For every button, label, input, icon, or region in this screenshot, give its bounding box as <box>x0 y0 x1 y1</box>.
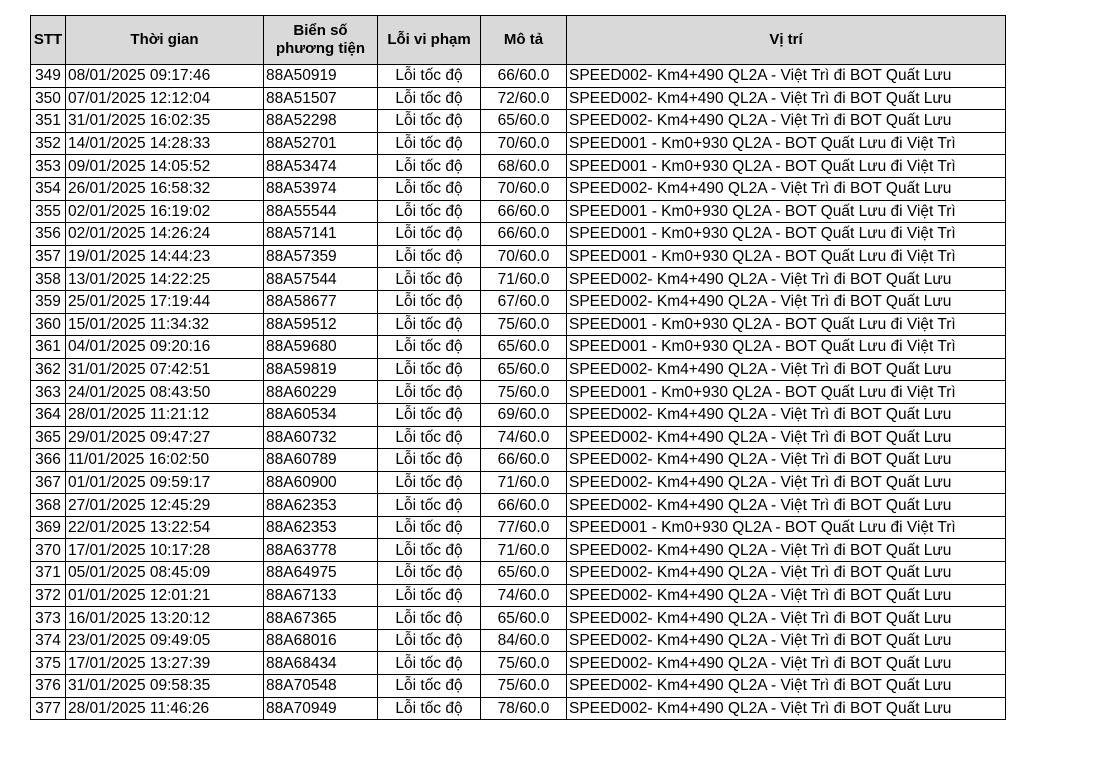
cell-time: 17/01/2025 10:17:28 <box>66 539 264 562</box>
cell-location: SPEED002- Km4+490 QL2A - Việt Trì đi BOT Quất Lưu <box>567 449 1006 472</box>
cell-desc: 70/60.0 <box>481 177 567 200</box>
cell-stt: 349 <box>31 65 66 88</box>
cell-desc: 75/60.0 <box>481 652 567 675</box>
cell-stt: 359 <box>31 290 66 313</box>
cell-plate: 88A60732 <box>264 426 378 449</box>
cell-location: SPEED001 - Km0+930 QL2A - BOT Quất Lưu đi Việt Trì <box>567 200 1006 223</box>
cell-time: 08/01/2025 09:17:46 <box>66 65 264 88</box>
table-row <box>31 562 1006 585</box>
cell-desc: 78/60.0 <box>481 697 567 720</box>
cell-violation: Lỗi tốc độ <box>378 381 481 404</box>
cell-violation: Lỗi tốc độ <box>378 562 481 585</box>
cell-violation: Lỗi tốc độ <box>378 268 481 291</box>
table-row <box>31 223 1006 246</box>
cell-location: SPEED001 - Km0+930 QL2A - BOT Quất Lưu đi Việt Trì <box>567 245 1006 268</box>
cell-location: SPEED002- Km4+490 QL2A - Việt Trì đi BOT Quất Lưu <box>567 87 1006 110</box>
cell-stt: 354 <box>31 177 66 200</box>
cell-stt: 361 <box>31 336 66 359</box>
cell-plate: 88A67365 <box>264 607 378 630</box>
cell-stt: 374 <box>31 629 66 652</box>
cell-location: SPEED001 - Km0+930 QL2A - BOT Quất Lưu đi Việt Trì <box>567 155 1006 178</box>
cell-plate: 88A59512 <box>264 313 378 336</box>
cell-desc: 67/60.0 <box>481 290 567 313</box>
cell-time: 02/01/2025 16:19:02 <box>66 200 264 223</box>
cell-violation: Lỗi tốc độ <box>378 336 481 359</box>
cell-desc: 65/60.0 <box>481 562 567 585</box>
cell-stt: 371 <box>31 562 66 585</box>
cell-stt: 360 <box>31 313 66 336</box>
table-row <box>31 177 1006 200</box>
cell-desc: 70/60.0 <box>481 132 567 155</box>
cell-violation: Lỗi tốc độ <box>378 584 481 607</box>
cell-time: 17/01/2025 13:27:39 <box>66 652 264 675</box>
cell-location: SPEED002- Km4+490 QL2A - Việt Trì đi BOT Quất Lưu <box>567 471 1006 494</box>
cell-location: SPEED002- Km4+490 QL2A - Việt Trì đi BOT Quất Lưu <box>567 177 1006 200</box>
cell-time: 29/01/2025 09:47:27 <box>66 426 264 449</box>
cell-time: 16/01/2025 13:20:12 <box>66 607 264 630</box>
cell-stt: 355 <box>31 200 66 223</box>
cell-location: SPEED002- Km4+490 QL2A - Việt Trì đi BOT Quất Lưu <box>567 403 1006 426</box>
cell-time: 07/01/2025 12:12:04 <box>66 87 264 110</box>
cell-violation: Lỗi tốc độ <box>378 426 481 449</box>
cell-desc: 66/60.0 <box>481 223 567 246</box>
table-row <box>31 697 1006 720</box>
cell-desc: 75/60.0 <box>481 313 567 336</box>
cell-desc: 74/60.0 <box>481 584 567 607</box>
header-time: Thời gian <box>66 16 264 65</box>
cell-location: SPEED002- Km4+490 QL2A - Việt Trì đi BOT Quất Lưu <box>567 426 1006 449</box>
cell-time: 26/01/2025 16:58:32 <box>66 177 264 200</box>
cell-time: 04/01/2025 09:20:16 <box>66 336 264 359</box>
cell-stt: 367 <box>31 471 66 494</box>
cell-location: SPEED001 - Km0+930 QL2A - BOT Quất Lưu đi Việt Trì <box>567 516 1006 539</box>
table-row <box>31 313 1006 336</box>
cell-desc: 65/60.0 <box>481 607 567 630</box>
cell-stt: 373 <box>31 607 66 630</box>
cell-time: 05/01/2025 08:45:09 <box>66 562 264 585</box>
cell-location: SPEED002- Km4+490 QL2A - Việt Trì đi BOT Quất Lưu <box>567 539 1006 562</box>
cell-violation: Lỗi tốc độ <box>378 313 481 336</box>
cell-stt: 352 <box>31 132 66 155</box>
cell-desc: 65/60.0 <box>481 336 567 359</box>
cell-violation: Lỗi tốc độ <box>378 87 481 110</box>
cell-violation: Lỗi tốc độ <box>378 155 481 178</box>
table-row <box>31 155 1006 178</box>
cell-plate: 88A57141 <box>264 223 378 246</box>
table-row <box>31 675 1006 698</box>
cell-plate: 88A67133 <box>264 584 378 607</box>
cell-desc: 68/60.0 <box>481 155 567 178</box>
cell-desc: 66/60.0 <box>481 65 567 88</box>
table-row <box>31 87 1006 110</box>
table-row <box>31 381 1006 404</box>
cell-location: SPEED001 - Km0+930 QL2A - BOT Quất Lưu đi Việt Trì <box>567 132 1006 155</box>
cell-plate: 88A50919 <box>264 65 378 88</box>
cell-desc: 71/60.0 <box>481 471 567 494</box>
cell-desc: 72/60.0 <box>481 87 567 110</box>
cell-violation: Lỗi tốc độ <box>378 629 481 652</box>
cell-violation: Lỗi tốc độ <box>378 177 481 200</box>
header-row <box>31 16 1006 65</box>
cell-stt: 353 <box>31 155 66 178</box>
cell-stt: 369 <box>31 516 66 539</box>
table-row <box>31 494 1006 517</box>
cell-plate: 88A60229 <box>264 381 378 404</box>
header-plate: Biển số phương tiện <box>264 16 378 65</box>
cell-plate: 88A52701 <box>264 132 378 155</box>
cell-desc: 71/60.0 <box>481 268 567 291</box>
cell-time: 25/01/2025 17:19:44 <box>66 290 264 313</box>
cell-desc: 66/60.0 <box>481 449 567 472</box>
table-row <box>31 652 1006 675</box>
cell-violation: Lỗi tốc độ <box>378 110 481 133</box>
table-row <box>31 629 1006 652</box>
header-location: Vị trí <box>567 16 1006 65</box>
cell-stt: 376 <box>31 675 66 698</box>
cell-stt: 362 <box>31 358 66 381</box>
cell-violation: Lỗi tốc độ <box>378 607 481 630</box>
cell-desc: 75/60.0 <box>481 381 567 404</box>
cell-time: 24/01/2025 08:43:50 <box>66 381 264 404</box>
cell-desc: 75/60.0 <box>481 675 567 698</box>
cell-plate: 88A68016 <box>264 629 378 652</box>
cell-violation: Lỗi tốc độ <box>378 245 481 268</box>
cell-location: SPEED002- Km4+490 QL2A - Việt Trì đi BOT Quất Lưu <box>567 629 1006 652</box>
cell-violation: Lỗi tốc độ <box>378 403 481 426</box>
cell-violation: Lỗi tốc độ <box>378 65 481 88</box>
cell-plate: 88A62353 <box>264 516 378 539</box>
cell-location: SPEED001 - Km0+930 QL2A - BOT Quất Lưu đi Việt Trì <box>567 381 1006 404</box>
cell-plate: 88A60789 <box>264 449 378 472</box>
cell-violation: Lỗi tốc độ <box>378 494 481 517</box>
cell-desc: 70/60.0 <box>481 245 567 268</box>
cell-violation: Lỗi tốc độ <box>378 675 481 698</box>
violations-table <box>30 15 1006 720</box>
cell-time: 28/01/2025 11:46:26 <box>66 697 264 720</box>
cell-time: 09/01/2025 14:05:52 <box>66 155 264 178</box>
cell-time: 27/01/2025 12:45:29 <box>66 494 264 517</box>
cell-time: 14/01/2025 14:28:33 <box>66 132 264 155</box>
cell-time: 02/01/2025 14:26:24 <box>66 223 264 246</box>
cell-plate: 88A60900 <box>264 471 378 494</box>
cell-desc: 74/60.0 <box>481 426 567 449</box>
cell-desc: 71/60.0 <box>481 539 567 562</box>
cell-stt: 365 <box>31 426 66 449</box>
table-row <box>31 449 1006 472</box>
cell-stt: 350 <box>31 87 66 110</box>
cell-desc: 77/60.0 <box>481 516 567 539</box>
cell-plate: 88A63778 <box>264 539 378 562</box>
cell-plate: 88A68434 <box>264 652 378 675</box>
cell-desc: 69/60.0 <box>481 403 567 426</box>
cell-stt: 370 <box>31 539 66 562</box>
cell-time: 11/01/2025 16:02:50 <box>66 449 264 472</box>
cell-time: 01/01/2025 09:59:17 <box>66 471 264 494</box>
cell-desc: 66/60.0 <box>481 200 567 223</box>
cell-location: SPEED001 - Km0+930 QL2A - BOT Quất Lưu đi Việt Trì <box>567 313 1006 336</box>
cell-violation: Lỗi tốc độ <box>378 449 481 472</box>
cell-violation: Lỗi tốc độ <box>378 290 481 313</box>
cell-time: 22/01/2025 13:22:54 <box>66 516 264 539</box>
cell-location: SPEED001 - Km0+930 QL2A - BOT Quất Lưu đi Việt Trì <box>567 223 1006 246</box>
cell-time: 31/01/2025 07:42:51 <box>66 358 264 381</box>
cell-plate: 88A59819 <box>264 358 378 381</box>
cell-stt: 372 <box>31 584 66 607</box>
cell-plate: 88A52298 <box>264 110 378 133</box>
cell-stt: 363 <box>31 381 66 404</box>
cell-location: SPEED002- Km4+490 QL2A - Việt Trì đi BOT Quất Lưu <box>567 110 1006 133</box>
table-row <box>31 471 1006 494</box>
table-body <box>31 65 1006 720</box>
table-row <box>31 584 1006 607</box>
cell-violation: Lỗi tốc độ <box>378 358 481 381</box>
cell-time: 28/01/2025 11:21:12 <box>66 403 264 426</box>
cell-plate: 88A60534 <box>264 403 378 426</box>
table-row <box>31 336 1006 359</box>
cell-violation: Lỗi tốc độ <box>378 200 481 223</box>
cell-desc: 84/60.0 <box>481 629 567 652</box>
cell-stt: 356 <box>31 223 66 246</box>
table-row <box>31 268 1006 291</box>
cell-time: 31/01/2025 09:58:35 <box>66 675 264 698</box>
cell-location: SPEED002- Km4+490 QL2A - Việt Trì đi BOT Quất Lưu <box>567 268 1006 291</box>
table-row <box>31 426 1006 449</box>
cell-violation: Lỗi tốc độ <box>378 471 481 494</box>
cell-desc: 65/60.0 <box>481 110 567 133</box>
table-row <box>31 245 1006 268</box>
cell-time: 01/01/2025 12:01:21 <box>66 584 264 607</box>
cell-time: 15/01/2025 11:34:32 <box>66 313 264 336</box>
cell-desc: 65/60.0 <box>481 358 567 381</box>
cell-stt: 358 <box>31 268 66 291</box>
cell-stt: 366 <box>31 449 66 472</box>
cell-plate: 88A53974 <box>264 177 378 200</box>
cell-plate: 88A51507 <box>264 87 378 110</box>
cell-plate: 88A57359 <box>264 245 378 268</box>
header-violation: Lỗi vi phạm <box>378 16 481 65</box>
cell-violation: Lỗi tốc độ <box>378 516 481 539</box>
cell-violation: Lỗi tốc độ <box>378 539 481 562</box>
cell-time: 13/01/2025 14:22:25 <box>66 268 264 291</box>
cell-location: SPEED002- Km4+490 QL2A - Việt Trì đi BOT Quất Lưu <box>567 65 1006 88</box>
cell-location: SPEED002- Km4+490 QL2A - Việt Trì đi BOT Quất Lưu <box>567 290 1006 313</box>
cell-plate: 88A64975 <box>264 562 378 585</box>
cell-stt: 357 <box>31 245 66 268</box>
table-row <box>31 290 1006 313</box>
cell-stt: 368 <box>31 494 66 517</box>
cell-stt: 375 <box>31 652 66 675</box>
cell-location: SPEED002- Km4+490 QL2A - Việt Trì đi BOT Quất Lưu <box>567 652 1006 675</box>
cell-location: SPEED002- Km4+490 QL2A - Việt Trì đi BOT Quất Lưu <box>567 607 1006 630</box>
table-row <box>31 65 1006 88</box>
table-row <box>31 607 1006 630</box>
cell-plate: 88A57544 <box>264 268 378 291</box>
table-row <box>31 358 1006 381</box>
header-desc: Mô tả <box>481 16 567 65</box>
cell-plate: 88A58677 <box>264 290 378 313</box>
cell-location: SPEED002- Km4+490 QL2A - Việt Trì đi BOT Quất Lưu <box>567 697 1006 720</box>
header-stt: STT <box>31 16 66 65</box>
cell-stt: 377 <box>31 697 66 720</box>
table-row <box>31 132 1006 155</box>
cell-plate: 88A70949 <box>264 697 378 720</box>
cell-plate: 88A62353 <box>264 494 378 517</box>
cell-violation: Lỗi tốc độ <box>378 132 481 155</box>
cell-violation: Lỗi tốc độ <box>378 223 481 246</box>
table-row <box>31 403 1006 426</box>
cell-plate: 88A59680 <box>264 336 378 359</box>
cell-plate: 88A53474 <box>264 155 378 178</box>
cell-location: SPEED002- Km4+490 QL2A - Việt Trì đi BOT Quất Lưu <box>567 675 1006 698</box>
cell-plate: 88A70548 <box>264 675 378 698</box>
cell-stt: 351 <box>31 110 66 133</box>
cell-stt: 364 <box>31 403 66 426</box>
cell-location: SPEED002- Km4+490 QL2A - Việt Trì đi BOT Quất Lưu <box>567 562 1006 585</box>
cell-time: 23/01/2025 09:49:05 <box>66 629 264 652</box>
cell-desc: 66/60.0 <box>481 494 567 517</box>
cell-time: 31/01/2025 16:02:35 <box>66 110 264 133</box>
table-row <box>31 200 1006 223</box>
cell-time: 19/01/2025 14:44:23 <box>66 245 264 268</box>
cell-location: SPEED001 - Km0+930 QL2A - BOT Quất Lưu đi Việt Trì <box>567 336 1006 359</box>
cell-location: SPEED002- Km4+490 QL2A - Việt Trì đi BOT Quất Lưu <box>567 358 1006 381</box>
cell-location: SPEED002- Km4+490 QL2A - Việt Trì đi BOT Quất Lưu <box>567 584 1006 607</box>
table-row <box>31 539 1006 562</box>
cell-location: SPEED002- Km4+490 QL2A - Việt Trì đi BOT Quất Lưu <box>567 494 1006 517</box>
cell-violation: Lỗi tốc độ <box>378 652 481 675</box>
table-row <box>31 110 1006 133</box>
table-header <box>31 16 1006 65</box>
table-row <box>31 516 1006 539</box>
cell-violation: Lỗi tốc độ <box>378 697 481 720</box>
cell-plate: 88A55544 <box>264 200 378 223</box>
